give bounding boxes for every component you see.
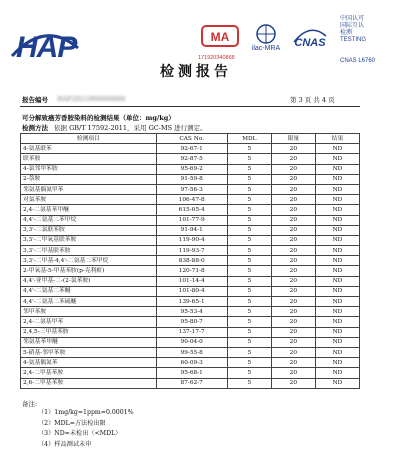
cell-mdl: 5 bbox=[227, 174, 271, 184]
table-row bbox=[21, 174, 360, 184]
cell-item: 4,4'-亚甲基-二-(2-氯苯胺) bbox=[21, 276, 157, 286]
cnas-side-line: 中国认可 bbox=[340, 16, 365, 22]
header-result: 结果 bbox=[315, 134, 359, 144]
note-item: （2）MDL=方法检出限 bbox=[38, 419, 106, 427]
cell-mdl: 5 bbox=[227, 286, 271, 296]
cell-mdl: 5 bbox=[227, 215, 271, 225]
cell-cas: 101-14-4 bbox=[156, 276, 227, 286]
ilac-mra-logo bbox=[245, 22, 287, 52]
table-row bbox=[21, 297, 360, 307]
cell-result: ND bbox=[315, 215, 359, 225]
table-row bbox=[21, 358, 360, 368]
cell-limit: 20 bbox=[271, 327, 315, 337]
cell-result: ND bbox=[315, 266, 359, 276]
table-row bbox=[21, 347, 360, 357]
cell-cas: 137-17-7 bbox=[156, 327, 227, 337]
cell-limit: 20 bbox=[271, 286, 315, 296]
page-info: 第 3 页 共 4 页 bbox=[290, 96, 335, 104]
report-number-label: 报告编号 bbox=[22, 96, 48, 104]
cell-mdl: 5 bbox=[227, 327, 271, 337]
note-item: （1）1mg/kg=1ppm=0.0001% bbox=[38, 409, 134, 416]
ilac-text: ilac-MRA bbox=[251, 45, 281, 52]
cell-item: 邻氨基苯甲醚 bbox=[21, 337, 157, 347]
cnas-side-line: TESTING bbox=[340, 37, 367, 43]
table-row bbox=[21, 337, 360, 347]
cnas-side-text bbox=[340, 16, 400, 44]
notes bbox=[22, 399, 134, 450]
cell-cas: 95-80-7 bbox=[156, 317, 227, 327]
cell-cas: 119-93-7 bbox=[156, 246, 227, 256]
cell-result: ND bbox=[315, 154, 359, 164]
table-row bbox=[21, 368, 360, 378]
cell-item: 3,3'-二氯联苯胺 bbox=[21, 225, 157, 235]
cell-mdl: 5 bbox=[227, 276, 271, 286]
cnas-logo bbox=[290, 22, 330, 52]
cell-limit: 20 bbox=[271, 184, 315, 194]
cell-limit: 20 bbox=[271, 378, 315, 388]
cell-result: ND bbox=[315, 184, 359, 194]
header-limit: 限量 bbox=[271, 134, 315, 144]
table-row bbox=[21, 164, 360, 174]
table-row bbox=[21, 205, 360, 215]
header-item: 检测项目 bbox=[21, 134, 157, 144]
table-header-row bbox=[21, 134, 360, 144]
cell-result: ND bbox=[315, 307, 359, 317]
cell-mdl: 5 bbox=[227, 307, 271, 317]
cell-item: 2,4-二氨基甲苯 bbox=[21, 317, 157, 327]
cell-item: 2-甲氧基-5-甲基苯胺(p-克利酊) bbox=[21, 266, 157, 276]
cell-cas: 60-09-3 bbox=[156, 358, 227, 368]
cma-logo bbox=[200, 22, 240, 50]
cell-cas: 95-68-1 bbox=[156, 368, 227, 378]
cell-limit: 20 bbox=[271, 205, 315, 215]
table-row bbox=[21, 276, 360, 286]
header-cas: CAS No. bbox=[156, 134, 227, 144]
cell-limit: 20 bbox=[271, 246, 315, 256]
cell-limit: 20 bbox=[271, 195, 315, 205]
hap-logo: HAP bbox=[16, 31, 77, 64]
cell-result: ND bbox=[315, 205, 359, 215]
cell-mdl: 5 bbox=[227, 266, 271, 276]
cell-mdl: 5 bbox=[227, 184, 271, 194]
cell-item: 4-氨基联苯 bbox=[21, 144, 157, 154]
cell-item: 4,4'-二氨基二苯醚 bbox=[21, 286, 157, 296]
cell-limit: 20 bbox=[271, 154, 315, 164]
cell-cas: 92-67-1 bbox=[156, 144, 227, 154]
header-mdl: MDL bbox=[227, 134, 271, 144]
table-row bbox=[21, 235, 360, 245]
table-row bbox=[21, 286, 360, 296]
cell-mdl: 5 bbox=[227, 164, 271, 174]
cell-limit: 20 bbox=[271, 164, 315, 174]
cell-result: ND bbox=[315, 174, 359, 184]
table-row bbox=[21, 215, 360, 225]
cell-item: 4,4'-二氨基二苯硫醚 bbox=[21, 297, 157, 307]
report-number-value: HAP2021000000000 bbox=[57, 95, 126, 103]
cell-result: ND bbox=[315, 144, 359, 154]
cell-item: 2,4-二甲基苯胺 bbox=[21, 368, 157, 378]
cell-limit: 20 bbox=[271, 337, 315, 347]
cell-mdl: 5 bbox=[227, 195, 271, 205]
cell-cas: 95-53-4 bbox=[156, 307, 227, 317]
table-row bbox=[21, 144, 360, 154]
cell-mdl: 5 bbox=[227, 358, 271, 368]
table-row bbox=[21, 246, 360, 256]
cell-mdl: 5 bbox=[227, 225, 271, 235]
cell-item: 3,3'-二甲氧基联苯胺 bbox=[21, 235, 157, 245]
cell-result: ND bbox=[315, 337, 359, 347]
cell-cas: 119-90-4 bbox=[156, 235, 227, 245]
method-label: 检测方法 bbox=[22, 124, 48, 132]
page-title: 检测报告 bbox=[160, 64, 232, 80]
cell-result: ND bbox=[315, 317, 359, 327]
cell-result: ND bbox=[315, 225, 359, 235]
cell-mdl: 5 bbox=[227, 368, 271, 378]
cell-mdl: 5 bbox=[227, 378, 271, 388]
cma-text: MA bbox=[210, 30, 230, 44]
cell-mdl: 5 bbox=[227, 246, 271, 256]
cell-limit: 20 bbox=[271, 317, 315, 327]
cell-result: ND bbox=[315, 276, 359, 286]
results-table bbox=[20, 133, 360, 389]
table-row bbox=[21, 184, 360, 194]
table-row bbox=[21, 225, 360, 235]
cell-item: 4-氨基偶氮苯 bbox=[21, 358, 157, 368]
table-row bbox=[21, 195, 360, 205]
cell-mdl: 5 bbox=[227, 347, 271, 357]
cell-limit: 20 bbox=[271, 347, 315, 357]
cell-cas: 615-05-4 bbox=[156, 205, 227, 215]
cell-item: 4,4'-二氨基二苯甲烷 bbox=[21, 215, 157, 225]
cell-cas: 838-88-0 bbox=[156, 256, 227, 266]
cell-item: 4-氯邻甲苯胺 bbox=[21, 164, 157, 174]
table-row bbox=[21, 378, 360, 388]
table-row bbox=[21, 307, 360, 317]
cell-item: 2,4-二氨基苯甲醚 bbox=[21, 205, 157, 215]
cell-cas: 87-62-7 bbox=[156, 378, 227, 388]
cell-result: ND bbox=[315, 368, 359, 378]
cell-cas: 101-77-9 bbox=[156, 215, 227, 225]
cell-result: ND bbox=[315, 297, 359, 307]
cell-cas: 90-04-0 bbox=[156, 337, 227, 347]
cell-item: 对氯苯胺 bbox=[21, 195, 157, 205]
cell-limit: 20 bbox=[271, 174, 315, 184]
cnas-number: CNAS L6760 bbox=[340, 58, 376, 64]
cell-result: ND bbox=[315, 235, 359, 245]
cell-limit: 20 bbox=[271, 215, 315, 225]
cnas-text: CNAS bbox=[294, 37, 326, 49]
cell-item: 邻甲苯胺 bbox=[21, 307, 157, 317]
cell-result: ND bbox=[315, 378, 359, 388]
cell-limit: 20 bbox=[271, 297, 315, 307]
cell-mdl: 5 bbox=[227, 256, 271, 266]
cell-cas: 95-69-2 bbox=[156, 164, 227, 174]
cell-cas: 106-47-8 bbox=[156, 195, 227, 205]
method-text: 依据 GB/T 17592-2011，采用 GC-MS 进行测定。 bbox=[54, 124, 207, 132]
cell-result: ND bbox=[315, 195, 359, 205]
cell-mdl: 5 bbox=[227, 317, 271, 327]
notes-label: 备注: bbox=[22, 400, 38, 408]
cell-mdl: 5 bbox=[227, 337, 271, 347]
table-row bbox=[21, 256, 360, 266]
cell-mdl: 5 bbox=[227, 144, 271, 154]
cell-limit: 20 bbox=[271, 256, 315, 266]
cell-limit: 20 bbox=[271, 358, 315, 368]
cell-limit: 20 bbox=[271, 266, 315, 276]
certificate-number: 171920340868 bbox=[198, 55, 235, 61]
section-title: 可分解致癌芳香胺染料的检测结果（单位：mg/kg） bbox=[22, 114, 175, 122]
divider bbox=[20, 106, 360, 107]
method-line bbox=[22, 123, 207, 132]
cnas-side-line: 国际互认 bbox=[340, 23, 365, 29]
table-row bbox=[21, 327, 360, 337]
cell-cas: 91-94-1 bbox=[156, 225, 227, 235]
cell-item: 3,3'-二甲基联苯胺 bbox=[21, 246, 157, 256]
cell-result: ND bbox=[315, 286, 359, 296]
cell-mdl: 5 bbox=[227, 154, 271, 164]
cell-limit: 20 bbox=[271, 307, 315, 317]
cell-cas: 91-59-8 bbox=[156, 174, 227, 184]
cell-result: ND bbox=[315, 164, 359, 174]
cnas-side-line: 检测 bbox=[340, 30, 353, 36]
cell-item: 2,6-二甲基苯胺 bbox=[21, 378, 157, 388]
cell-cas: 92-87-5 bbox=[156, 154, 227, 164]
cell-cas: 101-80-4 bbox=[156, 286, 227, 296]
cell-item: 邻氨基偶氮甲苯 bbox=[21, 184, 157, 194]
cell-limit: 20 bbox=[271, 368, 315, 378]
table-row bbox=[21, 266, 360, 276]
cell-result: ND bbox=[315, 358, 359, 368]
cell-cas: 139-65-1 bbox=[156, 297, 227, 307]
cell-mdl: 5 bbox=[227, 235, 271, 245]
cell-item: 联苯胺 bbox=[21, 154, 157, 164]
cell-item: 2-萘胺 bbox=[21, 174, 157, 184]
cell-limit: 20 bbox=[271, 235, 315, 245]
table-row bbox=[21, 154, 360, 164]
cell-result: ND bbox=[315, 256, 359, 266]
cell-item: 5-硝基-邻甲苯胺 bbox=[21, 347, 157, 357]
note-item: （4）样品测试未申 bbox=[38, 440, 92, 448]
cell-mdl: 5 bbox=[227, 205, 271, 215]
cell-cas: 97-56-3 bbox=[156, 184, 227, 194]
cell-limit: 20 bbox=[271, 276, 315, 286]
cell-result: ND bbox=[315, 246, 359, 256]
cell-result: ND bbox=[315, 327, 359, 337]
note-item: （3）ND=未检出（<MDL） bbox=[38, 430, 122, 437]
cell-result: ND bbox=[315, 347, 359, 357]
table-row bbox=[21, 317, 360, 327]
cell-limit: 20 bbox=[271, 225, 315, 235]
cell-cas: 120-71-8 bbox=[156, 266, 227, 276]
cell-item: 2,4,5-三甲基苯胺 bbox=[21, 327, 157, 337]
cell-limit: 20 bbox=[271, 144, 315, 154]
cell-cas: 99-55-8 bbox=[156, 347, 227, 357]
cell-item: 3,3'-二甲基-4,4'-二氨基二苯甲烷 bbox=[21, 256, 157, 266]
cell-mdl: 5 bbox=[227, 297, 271, 307]
